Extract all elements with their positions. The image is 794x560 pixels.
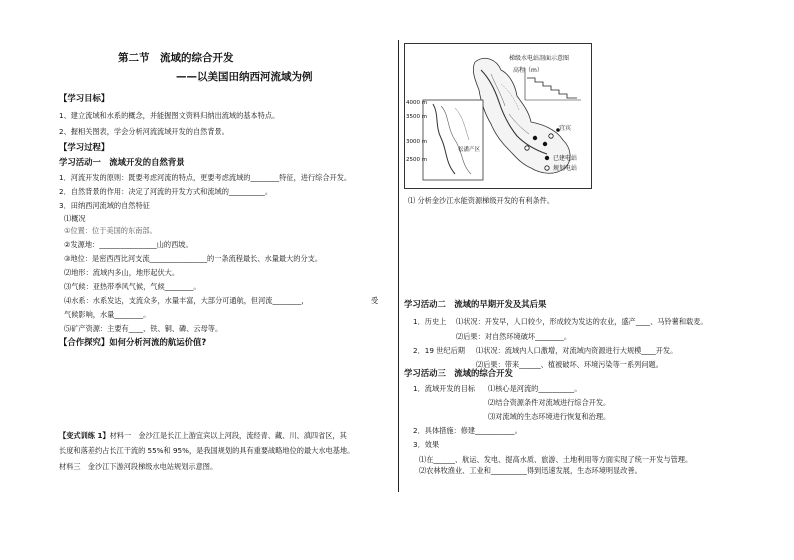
history-status: ⑴状况：开发早，人口较少，形成较为发达的农业，盛产____、马铃薯和载麦。 [456,317,708,326]
training-text-3: 材料三 金沙江下游河段梯级水电站规划示意图。 [59,462,218,471]
elevation-3500: 3500 m [406,114,428,120]
process-heading: 【学习过程】 [59,142,110,152]
hydrology-line-2: 气候影响，水量________。 [64,310,151,319]
training-tag: 【变式训练 1】 [59,431,110,440]
training-text-1: 材料一 金沙江是长江上游宜宾以上河段，流经青、藏、川、滇四省区，其 [109,431,347,440]
hydrology-line-end: 受 [371,296,379,305]
c19-status: ⑴状况：流域内人口激增，对流域内资源进行大规模____开发。 [476,346,678,355]
goal-restore: ⑶对流域的生态环境进行恢复和治理。 [488,412,611,421]
training-text-2: 长度和落差约占长江干流的 55%和 95%，是我国规划的具有重要战略地位的最大水电基地。 [59,446,355,455]
map-ylabel: 高程（m） [513,67,543,74]
activity1-heading: 学习活动一 流域开发的自然背景 [59,157,185,167]
question-1: ⑴ 分析金沙江水能资源梯级开发的有利条件。 [408,196,555,205]
goal-2: 2、握相关图表，学会分析河流流域开发的自然背景。 [59,127,229,136]
elevation-3000: 3000 m [406,139,428,145]
source-line: ②发源地：________________山的西坡。 [64,240,193,249]
legend-planned: 规划电站 [553,165,578,172]
legend-built: 已建电站 [553,155,578,162]
measure-line: 2．具体措施：修建___________。 [413,426,522,435]
city-label: 宜宾 [559,125,572,132]
goal-develop: ⑵结合资源条件对流域进行综合开发。 [488,398,611,407]
activity2-heading: 学习活动二 流域的早期开发及其后果 [404,299,547,309]
lesson-title: 第二节 流域的综合开发 [118,52,234,64]
overview-label: ⑴概况 [64,214,86,223]
goal-1: 1、建立流域和水系的概念，并能握图文资料归纳出流域的基本特点。 [59,111,280,120]
effect-label: 3．效果 [413,440,440,449]
location-line: ①位置：位于美国的东南部。 [64,226,157,235]
climate-line: ⑶气候：亚热带季风气候，气候________。 [64,282,201,291]
jinsha-river-map [404,43,592,189]
activity3-heading: 学习活动三 流域的综合开发 [404,368,513,378]
training-material-1 [59,431,347,440]
activity1-item-3: 3．田纳西河流域的自然特征 [59,201,150,210]
map-title: 梯级水电站剖面示意图 [509,55,570,62]
goal-label: 1．流域开发的目标 [413,384,476,393]
effect-2: ⑵农林牧渔业、工业和__________得到迅速发展，生态环境明显改善。 [419,466,642,475]
hydrology-line: ⑷水系：水系发达，支流众多，水量丰富，大部分可通航，但河流________， [64,296,309,305]
goal-core: ⑴核心是河流的__________。 [488,384,582,393]
minerals-line: ⑸矿产资源：主要有____、铁、铜、磷、云母等。 [64,324,223,333]
activity1-item-2: 2．自然背景的作用：决定了河流的开发方式和流域的__________。 [59,187,273,196]
elevation-2500: 2500 m [406,157,428,163]
status-line: ③地位：是密西西比河支流________________的一条流程最长、水量最大的分支。 [64,254,323,263]
activity1-item-1: 1．河流开发的原则：既要考虑河流的特点，更要考虑流域的________特征，进行综合开发。 [59,173,352,182]
elevation-4000: 4000 m [406,100,428,106]
c19-label: 2．19 世纪后期 [413,346,465,355]
effect-1: ⑴在______、航运、发电、提高水质、旅游、土地利用等方面实现了统一开发与管理。 [419,455,693,464]
column-divider [398,40,399,492]
history-result: ⑵后果：对自然环境破坏________。 [456,332,572,341]
inset-label: 松潘产区 [458,147,481,153]
history-label: 1．历史上 [413,317,447,326]
terrain-line: ⑵地形：流域内多山，地形起伏大。 [64,268,180,277]
explore-heading: 【合作探究】如何分析河流的航运价值? [59,337,207,347]
c19-result: ⑵后果：带来______、植被破坏、环境污染等一系列问题。 [476,360,663,369]
goals-heading: 【学习目标】 [59,93,110,103]
lesson-subtitle: ——以美国田纳西河流域为例 [176,71,313,83]
